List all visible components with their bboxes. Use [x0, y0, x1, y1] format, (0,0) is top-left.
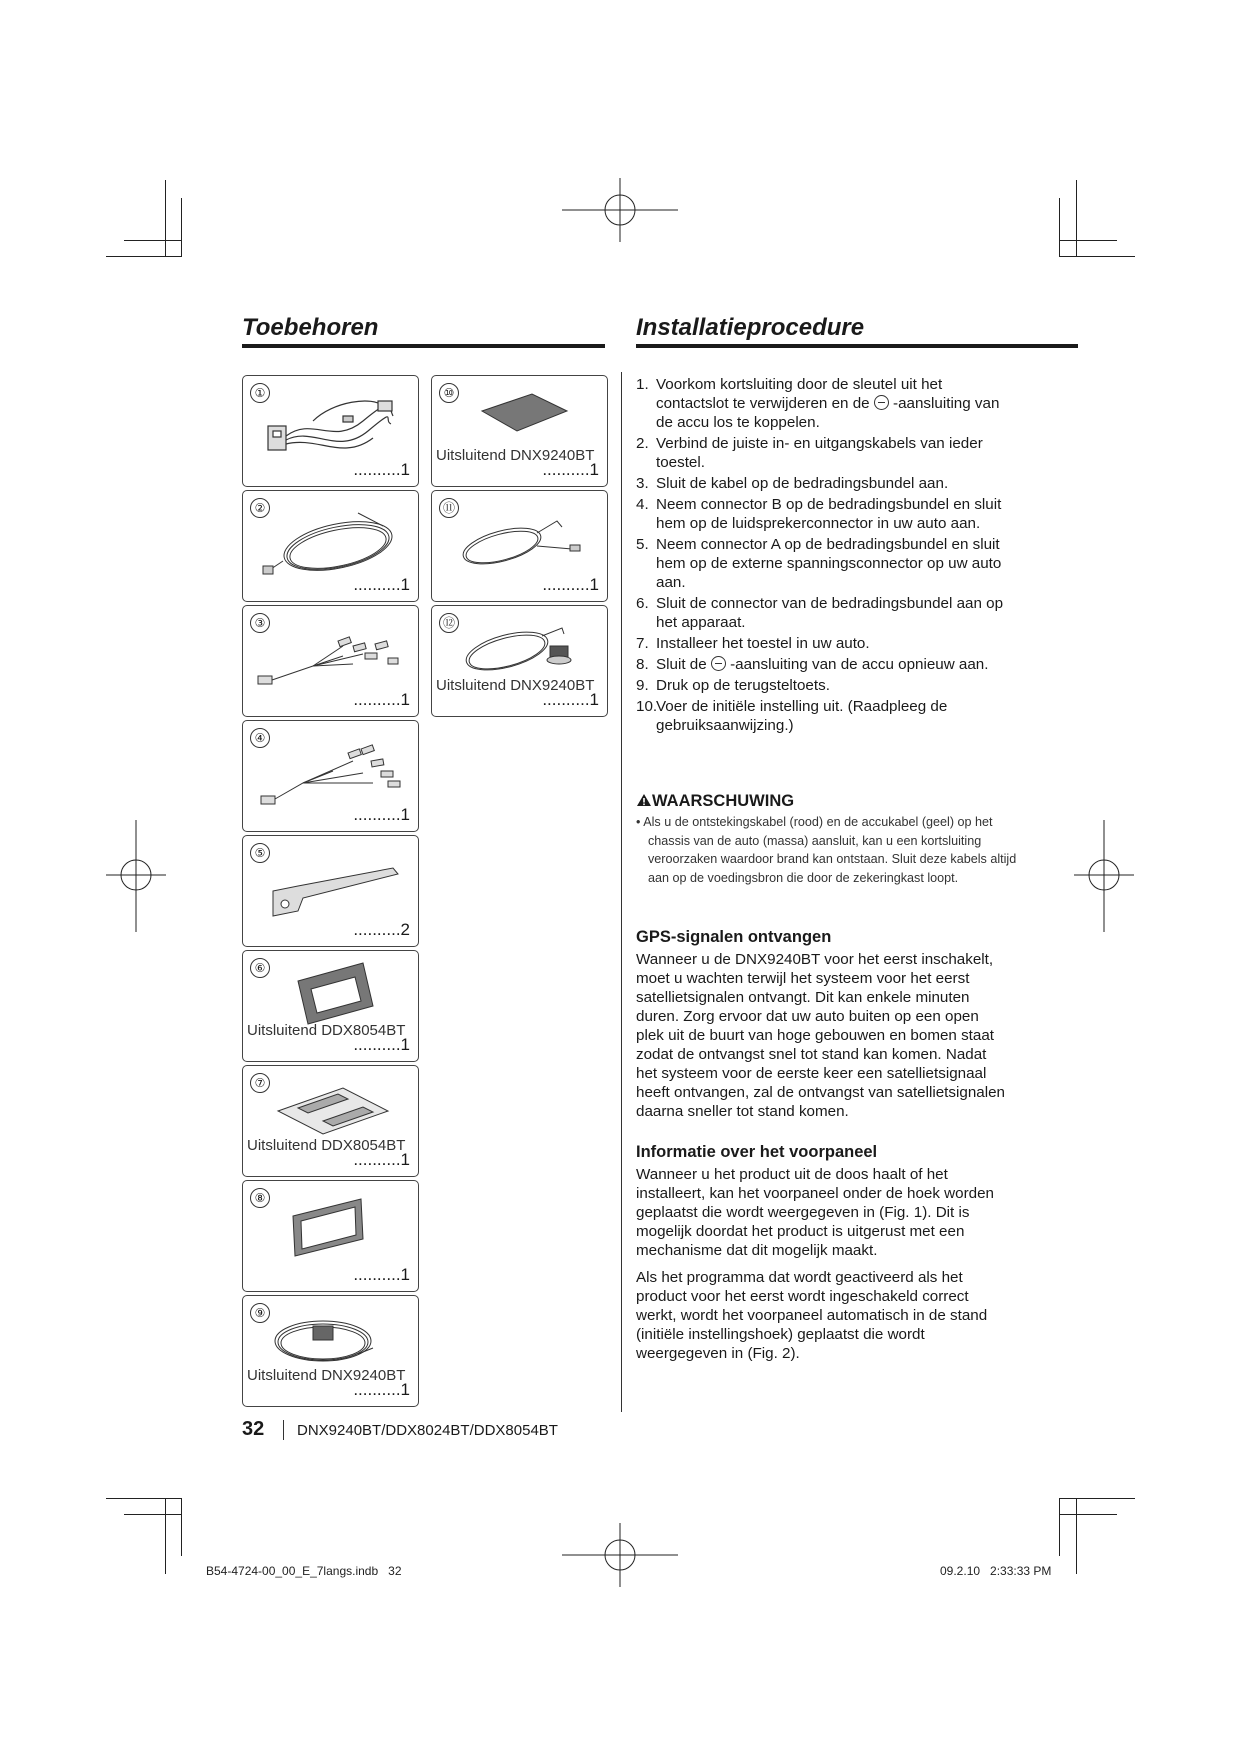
warning-heading: WAARSCHUWING: [636, 792, 794, 811]
front-panel-text-1: Wanneer u het product uit de doos haalt of het installeert, kan het voorpaneel onder de hoek worden geplaatst die wordt weergegeven in (Fig. 1). Dit is mogelijk doordat het product is uitgerust met een mechanisme dat dit mogelijk maakt.: [636, 1166, 994, 1259]
page-number: 32: [242, 1418, 265, 1440]
title-rule-right: [636, 344, 1078, 348]
item-quantity: ..........1: [353, 1035, 410, 1054]
accessory-item-3: [242, 605, 419, 717]
accessory-item-2: [242, 490, 419, 602]
item-number: ⑪: [439, 498, 459, 518]
accessory-item-10: [431, 375, 608, 487]
step-item: 4. Neem connector B op de bedradingsbundel en sluit hem op de luidsprekerconnector in uw auto aan.: [636, 496, 1002, 532]
step-item: 8. Sluit de -aansluiting van de accu opnieuw aan.: [636, 656, 989, 673]
item-number: ①: [250, 383, 270, 403]
item-quantity: ..........1: [542, 690, 599, 709]
item-quantity: ..........1: [353, 1265, 410, 1284]
item-quantity: ..........1: [542, 575, 599, 594]
accessory-item-5: [242, 835, 419, 947]
warning-text: • Als u de ontstekingskabel (rood) en de accukabel (geel) op het chassis van de auto (massa) aansluit, kan u een kortsluiting veroorzaken waardoor brand kan ontstaan. Sluit deze kabels altijd aan op de voedingsbron die door de zekeringkast loopt.: [636, 815, 1017, 885]
front-panel-text-2: Als het programma dat wordt geactiveerd als het product voor het eerst wordt ingeschakeld correct werkt, wordt het voorpaneel automatisch in de stand (initiële instellingshoek) geplaatst die wordt weergegeven in (Fig. 2).: [636, 1269, 988, 1362]
item-number: ⑦: [250, 1073, 270, 1093]
item-quantity: ..........2: [353, 920, 410, 939]
installation-steps: [636, 375, 1006, 737]
accessory-item-8: [242, 1180, 419, 1292]
item-number: ③: [250, 613, 270, 633]
item-number: ⑩: [439, 383, 459, 403]
gps-heading: GPS-signalen ontvangen: [636, 928, 832, 946]
item-exclusive-note: Uitsluitend DDX8054BT: [247, 1137, 406, 1154]
accessory-item-9: [242, 1295, 419, 1407]
gps-text: Wanneer u de DNX9240BT voor het eerst inschakelt, moet u wachten terwijl het systeem voor het eerst satellietsignalen ontvangt. Dit kan enkele minuten duren. Zorg ervoor dat uw auto buiten op een open plek uit de buurt van hoge gebouwen en bomen staat zodat de ontvangst snel tot stand kan komen. Nadat het systeem voor de eerste keer een satellietsignaal heeft ontvangen, zal de ontvangst van satellietsignalen daarna sneller tot stand komen.: [636, 951, 1005, 1120]
item-number: ⑥: [250, 958, 270, 978]
item-number: ②: [250, 498, 270, 518]
section-title-installation: Installatieprocedure: [636, 314, 865, 341]
accessory-item-6: [242, 950, 419, 1062]
item-quantity: ..........1: [542, 460, 599, 479]
step-item: 7. Installeer het toestel in uw auto.: [636, 635, 870, 652]
step-item: 1. Voorkom kortsluiting door de sleutel uit het contactslot te verwijderen en de -aansluiting van de accu los te koppelen.: [636, 376, 1000, 431]
print-slug-date: 09.2.10 2:33:33 PM: [940, 1564, 1052, 1578]
column-divider: [621, 372, 622, 1412]
step-item: 3. Sluit de kabel op de bedradingsbundel aan.: [636, 475, 949, 492]
item-quantity: ..........1: [353, 575, 410, 594]
print-slug-file: B54-4724-00_00_E_7langs.indb 32: [206, 1564, 402, 1578]
item-quantity: ..........1: [353, 460, 410, 479]
accessory-item-7: [242, 1065, 419, 1177]
warning-triangle-icon: [636, 793, 652, 807]
item-number: ⑨: [250, 1303, 270, 1323]
item-exclusive-note: Uitsluitend DNX9240BT: [436, 447, 595, 464]
step-item: 9. Druk op de terugsteltoets.: [636, 677, 830, 694]
item-exclusive-note: Uitsluitend DNX9240BT: [436, 677, 595, 694]
accessory-item-12: [431, 605, 608, 717]
front-panel-heading: Informatie over het voorpaneel: [636, 1143, 878, 1161]
item-number: ④: [250, 728, 270, 748]
item-exclusive-note: Uitsluitend DNX9240BT: [247, 1367, 406, 1384]
step-item: 5. Neem connector A op de bedradingsbundel en sluit hem op de externe spanningsconnector op uw auto aan.: [636, 536, 1002, 591]
item-number: ⑤: [250, 843, 270, 863]
step-item: 2. Verbind de juiste in- en uitgangskabels van ieder toestel.: [636, 435, 983, 471]
step-item: 6. Sluit de connector van de bedradingsbundel aan op het apparaat.: [636, 595, 1004, 631]
section-title-accessories: Toebehoren: [242, 314, 379, 341]
footer-divider: [283, 1420, 284, 1440]
item-quantity: ..........1: [353, 1150, 410, 1169]
accessory-item-11: [431, 490, 608, 602]
item-quantity: ..........1: [353, 1380, 410, 1399]
item-exclusive-note: Uitsluitend DDX8054BT: [247, 1022, 406, 1039]
item-quantity: ..........1: [353, 805, 410, 824]
title-rule-left: [242, 344, 605, 348]
accessory-item-1: [242, 375, 419, 487]
item-number: ⑧: [250, 1188, 270, 1208]
accessory-item-4: [242, 720, 419, 832]
item-quantity: ..........1: [353, 690, 410, 709]
footer-models: DNX9240BT/DDX8024BT/DDX8054BT: [297, 1422, 558, 1439]
minus-terminal-icon: [874, 395, 889, 410]
minus-terminal-icon: [711, 656, 726, 671]
item-number: ⑫: [439, 613, 459, 633]
step-item: 10. Voer de initiële instelling uit. (Raadpleeg de gebruiksaanwijzing.): [636, 698, 948, 734]
